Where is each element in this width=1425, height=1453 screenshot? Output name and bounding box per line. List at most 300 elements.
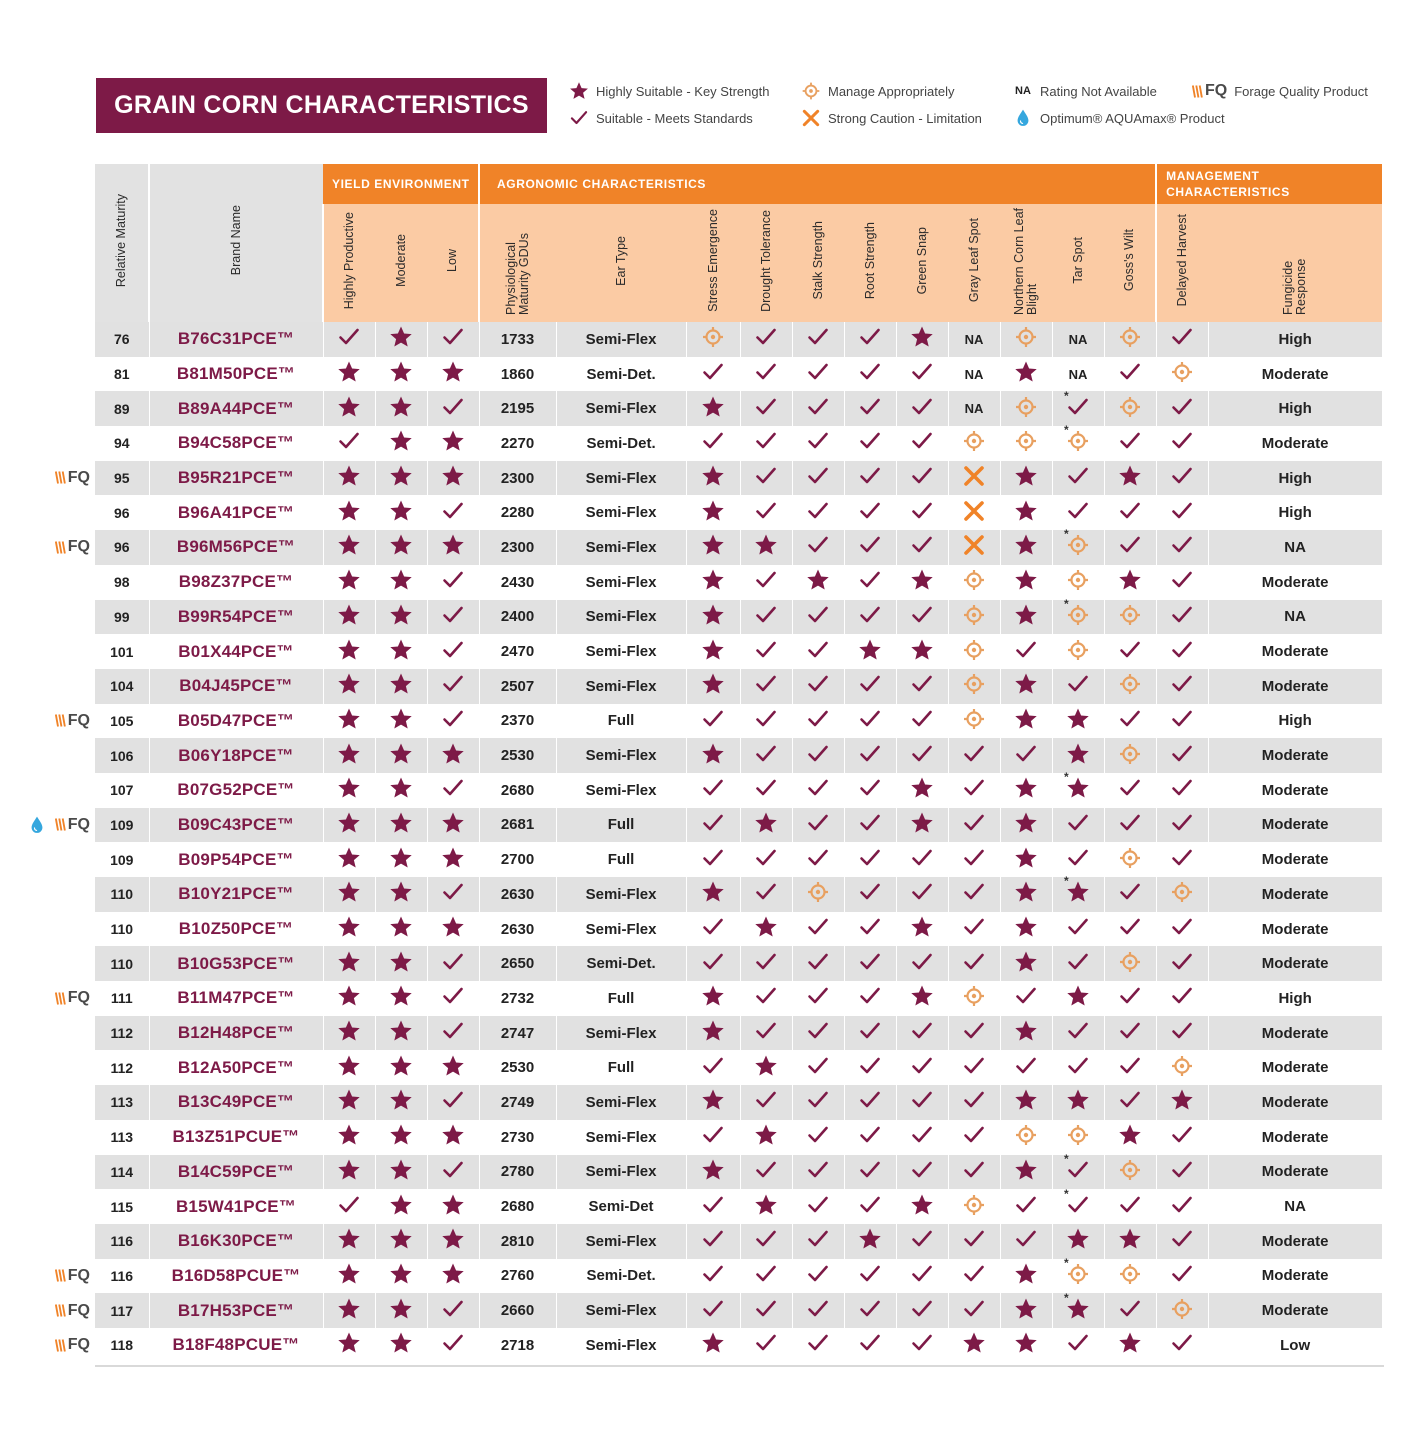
star-icon xyxy=(1014,707,1038,731)
rating-ts xyxy=(1052,912,1104,947)
rating-gs xyxy=(896,877,948,912)
rating-gw xyxy=(1104,773,1156,808)
rating-ss xyxy=(792,426,844,461)
rating-gls xyxy=(948,808,1000,843)
rating-dt xyxy=(740,912,792,947)
check-icon xyxy=(858,1123,882,1147)
rating-se xyxy=(686,391,740,426)
relative-maturity: 76 xyxy=(95,322,149,357)
rating-dh xyxy=(1156,634,1208,669)
gdu-value: 2300 xyxy=(479,461,556,496)
rating-dh xyxy=(1156,946,1208,981)
rating-ts xyxy=(1052,1120,1104,1155)
rating-ss xyxy=(792,1120,844,1155)
table-row xyxy=(95,1328,1382,1363)
row-badges xyxy=(0,1294,90,1328)
rating-dt xyxy=(740,981,792,1016)
star-icon xyxy=(337,464,361,488)
check-icon xyxy=(806,603,830,627)
rating-se xyxy=(686,322,740,357)
relative-maturity: 106 xyxy=(95,738,149,773)
star-icon xyxy=(1014,1331,1038,1355)
rating-rs xyxy=(844,669,896,704)
rating-low xyxy=(427,565,479,600)
check-icon xyxy=(1170,1331,1194,1355)
header-hp: Highly Productive xyxy=(323,204,375,322)
star-icon xyxy=(701,1158,725,1182)
ear-type: Semi-Flex xyxy=(556,322,686,357)
rating-ts xyxy=(1052,1224,1104,1259)
rating-hp xyxy=(323,461,375,496)
check-icon xyxy=(441,1297,465,1321)
rating-low xyxy=(427,357,479,392)
brand-name: B09P54PCE™ xyxy=(149,842,323,877)
rating-nclb xyxy=(1000,1259,1052,1294)
rating-low xyxy=(427,495,479,530)
rating-gs xyxy=(896,530,948,565)
rating-dh xyxy=(1156,322,1208,357)
rating-nclb xyxy=(1000,357,1052,392)
rating-ts xyxy=(1052,527,1104,565)
rating-dh xyxy=(1156,1016,1208,1051)
rating-se xyxy=(686,738,740,773)
rating-hp xyxy=(323,1120,375,1155)
rating-hp xyxy=(323,1085,375,1120)
gdu-value: 2630 xyxy=(479,877,556,912)
check-icon xyxy=(1170,1158,1194,1182)
star-icon xyxy=(701,880,725,904)
star-icon xyxy=(389,395,413,419)
relative-maturity: 116 xyxy=(95,1224,149,1259)
target-icon xyxy=(962,568,986,592)
check-icon xyxy=(1170,325,1194,349)
check-icon xyxy=(1170,1227,1194,1251)
table-row xyxy=(95,773,1382,808)
fq-icon: FQ xyxy=(55,1267,90,1285)
rating-nclb xyxy=(1000,461,1052,496)
target-icon xyxy=(701,325,725,349)
star-icon xyxy=(754,915,778,939)
star-icon xyxy=(1014,672,1038,696)
rating-se xyxy=(686,357,740,392)
star-icon xyxy=(910,811,934,835)
check-icon xyxy=(701,1262,725,1286)
fungicide-response: NA xyxy=(1208,600,1382,635)
fungicide-response: Moderate xyxy=(1208,1224,1382,1259)
water-drop-icon xyxy=(1012,107,1034,129)
check-icon xyxy=(806,984,830,1008)
check-icon xyxy=(806,1054,830,1078)
check-icon xyxy=(858,950,882,974)
table-row xyxy=(95,426,1382,461)
rating-rs xyxy=(844,981,896,1016)
legend-label: Suitable - Meets Standards xyxy=(596,110,753,126)
ear-type: Semi-Flex xyxy=(556,669,686,704)
star-icon xyxy=(389,1331,413,1355)
rating-dh xyxy=(1156,877,1208,912)
star-icon xyxy=(701,603,725,627)
gdu-value: 2780 xyxy=(479,1155,556,1190)
rating-low xyxy=(427,1189,479,1224)
check-icon xyxy=(806,1297,830,1321)
check-icon xyxy=(1066,1331,1090,1355)
rating-ss xyxy=(792,357,844,392)
rating-mod xyxy=(375,426,427,461)
rating-mod xyxy=(375,1259,427,1294)
target-icon xyxy=(1014,429,1038,453)
check-icon xyxy=(754,984,778,1008)
star-icon xyxy=(1014,776,1038,800)
star-icon xyxy=(389,1019,413,1043)
star-icon xyxy=(1014,811,1038,835)
check-icon xyxy=(910,950,934,974)
rating-se xyxy=(686,565,740,600)
check-icon xyxy=(701,915,725,939)
rating-dt xyxy=(740,1328,792,1363)
star-icon xyxy=(337,846,361,870)
ear-type: Semi-Flex xyxy=(556,1224,686,1259)
header-nclb: Northern Corn Leaf Blight xyxy=(1000,204,1052,322)
rating-rs xyxy=(844,877,896,912)
target-icon xyxy=(1170,1054,1194,1078)
relative-maturity: 99 xyxy=(95,600,149,635)
fungicide-response: Moderate xyxy=(1208,1120,1382,1155)
rating-gs xyxy=(896,738,948,773)
rating-se xyxy=(686,1155,740,1190)
check-icon xyxy=(910,707,934,731)
header-group-management: MANAGEMENT CHARACTERISTICS xyxy=(1156,164,1382,204)
rating-gw xyxy=(1104,1224,1156,1259)
rating-low xyxy=(427,877,479,912)
relative-maturity: 117 xyxy=(95,1293,149,1328)
check-icon xyxy=(962,846,986,870)
rating-hp xyxy=(323,426,375,461)
check-icon xyxy=(806,742,830,766)
gdu-value: 2400 xyxy=(479,600,556,635)
check-icon xyxy=(910,1054,934,1078)
star-icon xyxy=(701,499,725,523)
rating-dh xyxy=(1156,773,1208,808)
rating-mod xyxy=(375,1085,427,1120)
ear-type: Semi-Flex xyxy=(556,1293,686,1328)
check-icon xyxy=(806,1019,830,1043)
star-icon xyxy=(1014,603,1038,627)
rating-se xyxy=(686,461,740,496)
star-icon xyxy=(389,1123,413,1147)
check-icon xyxy=(806,325,830,349)
rating-gw xyxy=(1104,1293,1156,1328)
fungicide-response: NA xyxy=(1208,530,1382,565)
rating-mod xyxy=(375,912,427,947)
check-icon xyxy=(910,499,934,523)
ear-type: Semi-Flex xyxy=(556,495,686,530)
check-icon xyxy=(1066,464,1090,488)
ear-type: Semi-Flex xyxy=(556,530,686,565)
target-icon xyxy=(1118,950,1142,974)
brand-name: B17H53PCE™ xyxy=(149,1293,323,1328)
target-icon xyxy=(1118,325,1142,349)
check-icon: * xyxy=(1066,1193,1090,1217)
rating-se xyxy=(686,1189,740,1224)
check-icon xyxy=(701,1054,725,1078)
check-icon xyxy=(337,325,361,349)
table-row xyxy=(95,1016,1382,1051)
star-icon xyxy=(701,984,725,1008)
star-icon xyxy=(337,742,361,766)
check-icon xyxy=(962,742,986,766)
check-icon xyxy=(910,603,934,627)
rating-gls xyxy=(948,1155,1000,1190)
check-icon xyxy=(1118,811,1142,835)
rating-hp xyxy=(323,738,375,773)
check-icon xyxy=(701,950,725,974)
rating-ts xyxy=(1052,634,1104,669)
rating-rs xyxy=(844,704,896,739)
star-icon xyxy=(441,846,465,870)
rating-gs xyxy=(896,773,948,808)
brand-name: B96M56PCE™ xyxy=(149,530,323,565)
rating-nclb xyxy=(1000,391,1052,426)
brand-name: B10Y21PCE™ xyxy=(149,877,323,912)
gdu-value: 2530 xyxy=(479,1050,556,1085)
check-icon xyxy=(1170,950,1194,974)
rating-low xyxy=(427,634,479,669)
check-icon xyxy=(1066,915,1090,939)
rating-gw xyxy=(1104,634,1156,669)
rating-rs xyxy=(844,1050,896,1085)
check-icon xyxy=(806,1123,830,1147)
rating-mod xyxy=(375,981,427,1016)
rating-nclb xyxy=(1000,495,1052,530)
rating-dt xyxy=(740,842,792,877)
rating-rs xyxy=(844,1293,896,1328)
header-ss: Stalk Strength xyxy=(792,204,844,322)
table-row xyxy=(95,738,1382,773)
rating-gw xyxy=(1104,946,1156,981)
star-icon xyxy=(910,776,934,800)
rating-dt xyxy=(740,461,792,496)
fungicide-response: Moderate xyxy=(1208,1016,1382,1051)
rating-mod xyxy=(375,669,427,704)
check-icon xyxy=(858,1158,882,1182)
rating-gw xyxy=(1104,530,1156,565)
rating-nclb xyxy=(1000,1120,1052,1155)
rating-gw xyxy=(1104,912,1156,947)
ear-type: Full xyxy=(556,842,686,877)
header-group-yield: YIELD ENVIRONMENT xyxy=(323,164,479,204)
check-icon xyxy=(962,1158,986,1182)
check-icon xyxy=(858,1297,882,1321)
rating-nclb xyxy=(1000,634,1052,669)
gdu-value: 2300 xyxy=(479,530,556,565)
rating-se xyxy=(686,600,740,635)
fungicide-response: Moderate xyxy=(1208,1155,1382,1190)
rating-mod xyxy=(375,773,427,808)
rating-gs xyxy=(896,1224,948,1259)
header-brand-name: Brand Name xyxy=(149,164,323,322)
rating-ts xyxy=(1052,1151,1104,1190)
ear-type: Semi-Det. xyxy=(556,357,686,392)
brand-name: B95R21PCE™ xyxy=(149,461,323,496)
star-icon xyxy=(337,1054,361,1078)
rating-mod xyxy=(375,1050,427,1085)
rating-ss xyxy=(792,877,844,912)
star-icon xyxy=(441,1262,465,1286)
star-icon xyxy=(389,846,413,870)
check-icon xyxy=(910,1088,934,1112)
rating-ss xyxy=(792,1050,844,1085)
gdu-value: 2660 xyxy=(479,1293,556,1328)
star-icon xyxy=(701,638,725,662)
rating-dh xyxy=(1156,530,1208,565)
rating-hp xyxy=(323,391,375,426)
check-icon xyxy=(701,1227,725,1251)
check-icon xyxy=(806,464,830,488)
rating-gw xyxy=(1104,981,1156,1016)
brand-name: B16K30PCE™ xyxy=(149,1224,323,1259)
check-icon xyxy=(858,1054,882,1078)
star-icon xyxy=(701,533,725,557)
fungicide-response: NA xyxy=(1208,1189,1382,1224)
brand-name: B01X44PCE™ xyxy=(149,634,323,669)
rating-hp xyxy=(323,946,375,981)
star-icon xyxy=(754,1054,778,1078)
check-icon xyxy=(441,638,465,662)
relative-maturity: 112 xyxy=(95,1050,149,1085)
check-icon xyxy=(754,638,778,662)
gdu-value: 2749 xyxy=(479,1085,556,1120)
relative-maturity: 110 xyxy=(95,877,149,912)
check-icon xyxy=(806,429,830,453)
check-icon xyxy=(1118,499,1142,523)
rating-hp xyxy=(323,1155,375,1190)
relative-maturity: 96 xyxy=(95,495,149,530)
header-gs: Green Snap xyxy=(896,204,948,322)
rating-dh xyxy=(1156,495,1208,530)
rating-dt xyxy=(740,1224,792,1259)
star-icon xyxy=(910,1193,934,1217)
rating-mod xyxy=(375,1155,427,1190)
check-icon xyxy=(1066,846,1090,870)
relative-maturity: 104 xyxy=(95,669,149,704)
rating-mod xyxy=(375,1293,427,1328)
star-icon xyxy=(1066,984,1090,1008)
header-gdu: Physiological Maturity GDUs xyxy=(479,204,556,322)
check-icon xyxy=(754,1297,778,1321)
rating-gs xyxy=(896,1016,948,1051)
target-icon xyxy=(1118,742,1142,766)
rating-dt xyxy=(740,426,792,461)
legend-label: Rating Not Available xyxy=(1040,83,1157,99)
check-icon xyxy=(701,360,725,384)
rating-se xyxy=(686,981,740,1016)
star-icon xyxy=(910,915,934,939)
check-icon xyxy=(806,1193,830,1217)
gdu-value: 2430 xyxy=(479,565,556,600)
star-icon xyxy=(441,1193,465,1217)
check-icon xyxy=(1170,984,1194,1008)
check-icon xyxy=(1170,395,1194,419)
rating-mod xyxy=(375,495,427,530)
rating-dh xyxy=(1156,357,1208,392)
star-icon xyxy=(337,1123,361,1147)
relative-maturity: 96 xyxy=(95,530,149,565)
rating-rs xyxy=(844,1328,896,1363)
rating-rs xyxy=(844,912,896,947)
legend-label: Manage Appropriately xyxy=(828,83,955,99)
rating-rs xyxy=(844,357,896,392)
check-icon xyxy=(754,360,778,384)
relative-maturity: 115 xyxy=(95,1189,149,1224)
rating-ss xyxy=(792,530,844,565)
star-icon xyxy=(701,742,725,766)
rating-ss xyxy=(792,322,844,357)
table-row xyxy=(95,1259,1382,1294)
rating-ts: NA xyxy=(1052,357,1104,392)
check-icon xyxy=(1066,1019,1090,1043)
check-icon xyxy=(754,776,778,800)
rating-ts xyxy=(1052,1085,1104,1120)
target-icon xyxy=(962,429,986,453)
check-icon xyxy=(858,1088,882,1112)
gdu-value: 2195 xyxy=(479,391,556,426)
star-icon xyxy=(962,1331,986,1355)
rating-gs xyxy=(896,1293,948,1328)
rating-hp xyxy=(323,1328,375,1363)
target-icon xyxy=(1118,603,1142,627)
rating-ts xyxy=(1052,461,1104,496)
gdu-value: 1733 xyxy=(479,322,556,357)
fq-icon: FQ xyxy=(55,989,90,1007)
cross-icon xyxy=(800,107,822,129)
rating-gs xyxy=(896,1155,948,1190)
star-icon xyxy=(389,880,413,904)
star-icon xyxy=(441,1123,465,1147)
check-icon xyxy=(806,360,830,384)
rating-mod xyxy=(375,1224,427,1259)
check-icon xyxy=(858,499,882,523)
ear-type: Semi-Flex xyxy=(556,461,686,496)
target-icon xyxy=(1118,1158,1142,1182)
rating-low xyxy=(427,530,479,565)
rating-dh xyxy=(1156,1293,1208,1328)
rating-ss xyxy=(792,981,844,1016)
check-icon xyxy=(962,880,986,904)
check-icon xyxy=(1118,880,1142,904)
check-icon xyxy=(806,1262,830,1286)
check-icon xyxy=(441,950,465,974)
rating-gls xyxy=(948,738,1000,773)
star-icon xyxy=(441,429,465,453)
star-icon xyxy=(389,1262,413,1286)
rating-low xyxy=(427,391,479,426)
rating-gs xyxy=(896,808,948,843)
check-icon xyxy=(1014,1227,1038,1251)
rating-se xyxy=(686,495,740,530)
star-icon xyxy=(441,533,465,557)
rating-rs xyxy=(844,773,896,808)
ear-type: Semi-Flex xyxy=(556,912,686,947)
relative-maturity: 107 xyxy=(95,773,149,808)
ear-type: Semi-Det. xyxy=(556,426,686,461)
rating-se xyxy=(686,842,740,877)
rating-dt xyxy=(740,495,792,530)
rating-nclb xyxy=(1000,912,1052,947)
check-icon xyxy=(754,1019,778,1043)
rating-hp xyxy=(323,773,375,808)
rating-ss xyxy=(792,808,844,843)
na-mark: NA xyxy=(1015,85,1031,97)
